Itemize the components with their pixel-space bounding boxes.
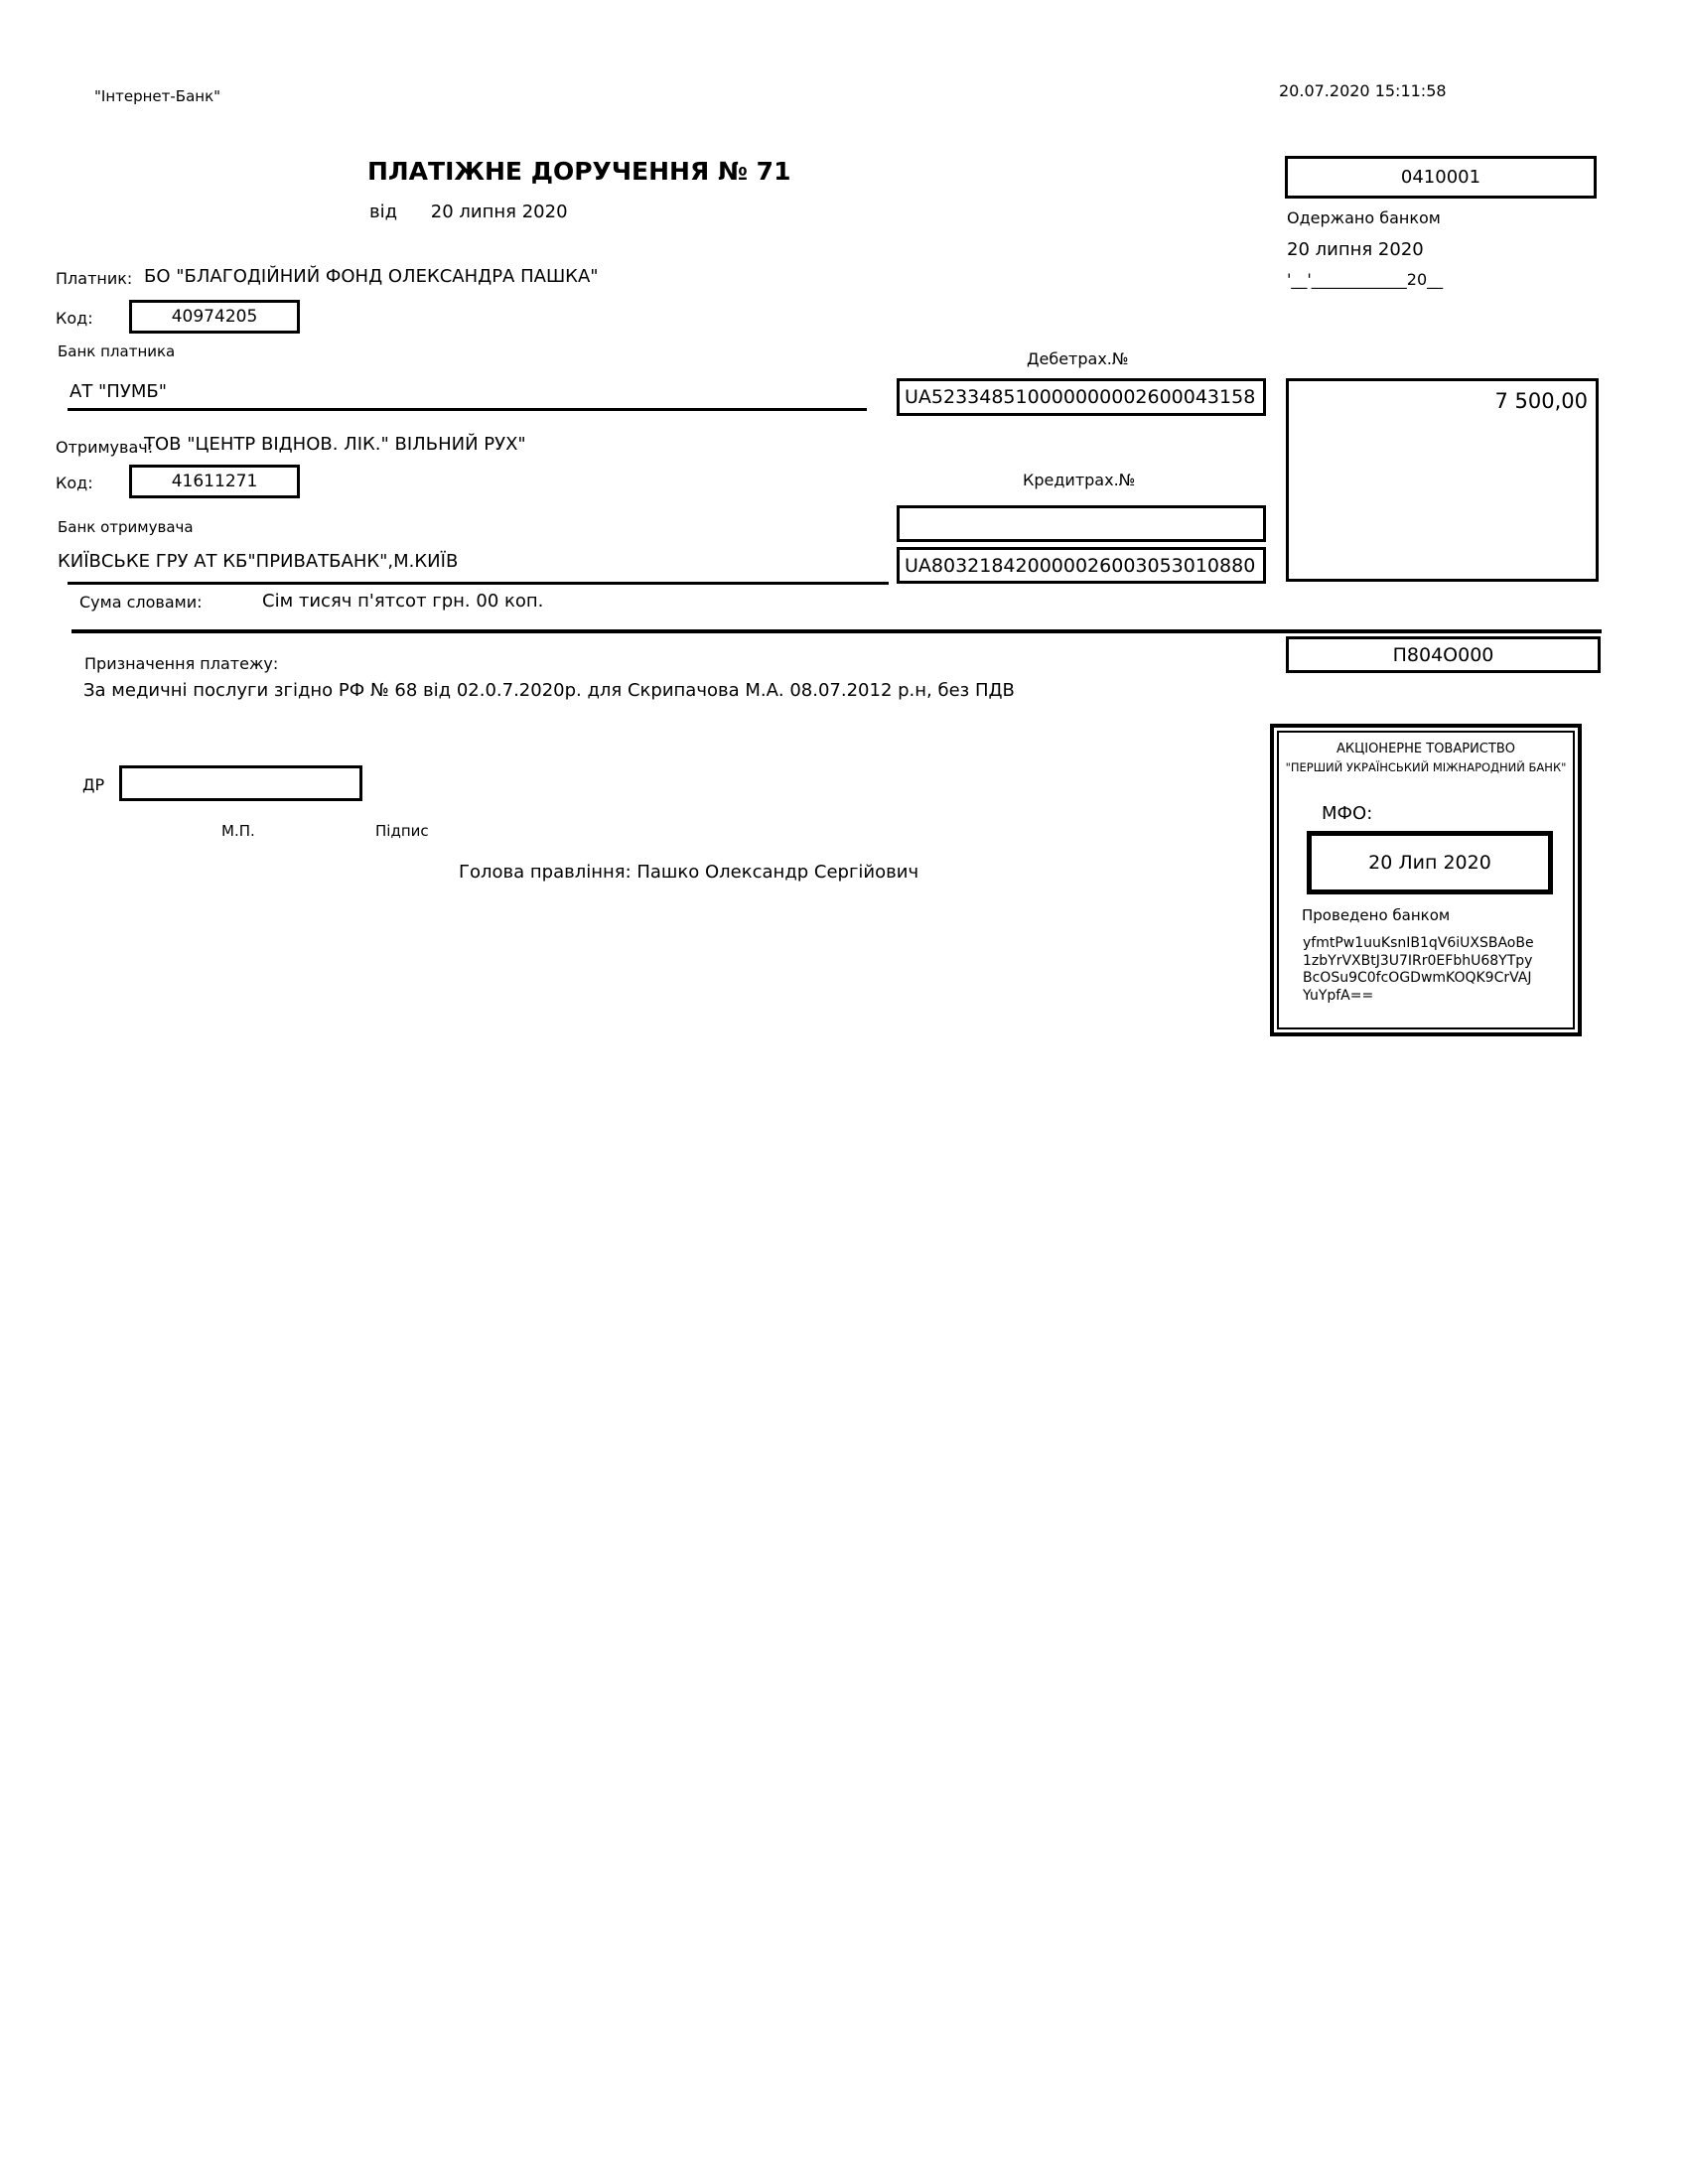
payer-label: Платник: (56, 269, 133, 288)
stamp-hash-line: BcOSu9C0fcOGDwmKOQK9CrVAJ (1303, 970, 1532, 986)
stamp-date: 20 Лип 2020 (1368, 852, 1491, 874)
payer-code-label: Код: (56, 309, 93, 328)
received-date: 20 липня 2020 (1287, 239, 1424, 260)
dr-box-empty (119, 765, 362, 801)
debit-account-number: UA523348510000000002600043158 (905, 386, 1256, 408)
mp-label: М.П. (221, 822, 255, 840)
stamp-hash-line: yfmtPw1uuKsnIB1qV6iUXSBAoBe (1303, 935, 1534, 951)
signature-label: Підпис (375, 822, 429, 840)
amount-words-label: Сума словами: (79, 593, 203, 612)
document-date: 20 липня 2020 (430, 202, 568, 222)
bank-stamp (1270, 724, 1582, 1036)
payer-name: БО "БЛАГОДІЙНИЙ ФОНД ОЛЕКСАНДРА ПАШКА" (144, 266, 599, 287)
purpose-label: Призначення платежу: (84, 654, 279, 673)
receiver-bank-underline (68, 582, 889, 585)
stamp-date-box (1307, 831, 1553, 894)
print-datetime: 20.07.2020 15:11:58 (1279, 81, 1447, 100)
document-title: ПЛАТІЖНЕ ДОРУЧЕННЯ № 71 (367, 157, 791, 186)
purpose-text: За медичні послуги згідно РФ № 68 від 02.0.7.2020р. для Скрипачова М.А. 08.07.2012 р.н, без ПДВ (83, 680, 1015, 701)
payer-bank-name: АТ "ПУМБ" (70, 381, 167, 402)
amount-value: 7 500,00 (1494, 389, 1588, 413)
stamp-org-line2: "ПЕРШИЙ УКРАЇНСЬКИЙ МІЖНАРОДНИЙ БАНК" (1285, 760, 1567, 774)
stamp-processed-label: Проведено банком (1302, 906, 1451, 924)
payer-bank-label: Банк платника (58, 342, 176, 360)
receiver-code-label: Код: (56, 474, 93, 492)
receiver-code-box (129, 465, 300, 498)
bank-receipt-code: 0410001 (1400, 167, 1481, 188)
credit-account-box (897, 547, 1266, 584)
credit-account-number: UA803218420000026003053010880 (905, 554, 1256, 577)
purpose-code: П804О000 (1392, 643, 1494, 666)
credit-account-label: Кредитрах.№ (1023, 471, 1136, 489)
credit-account-box-empty (897, 505, 1266, 542)
received-by-bank-label: Одержано банком (1287, 208, 1441, 227)
receiver-code: 41611271 (171, 472, 258, 491)
debit-account-box (897, 378, 1266, 416)
stamp-org-line1: АКЦІОНЕРНЕ ТОВАРИСТВО (1336, 742, 1515, 756)
payer-code: 40974205 (171, 307, 258, 327)
debit-account-label: Дебетрах.№ (1027, 349, 1129, 368)
stamp-mfo-label: МФО: (1322, 803, 1373, 824)
payer-bank-underline (68, 408, 867, 411)
document-date-line (369, 202, 568, 222)
purpose-separator-line (71, 629, 1602, 633)
amount-box (1286, 378, 1599, 582)
amount-words-value: Сім тисяч п'ятсот грн. 00 коп. (262, 591, 544, 612)
receiver-label: Отримувач: (56, 438, 154, 457)
receiver-bank-label: Банк отримувача (58, 518, 194, 536)
document-date-prefix: від (369, 202, 398, 222)
blank-date-line: '__'____________20__ (1287, 270, 1444, 289)
stamp-hash-line: 1zbYrVXBtJ3U7IRr0EFbhU68YTpy (1303, 952, 1533, 969)
head-of-board-line: Голова правління: Пашко Олександр Сергійович (459, 862, 919, 883)
purpose-code-box (1286, 636, 1601, 673)
stamp-signature-hash (1303, 935, 1534, 1005)
dr-label: ДР (82, 775, 105, 794)
payer-code-box (129, 300, 300, 334)
receiver-bank-name: КИЇВСЬКЕ ГРУ АТ КБ"ПРИВАТБАНК",М.КИЇВ (58, 551, 459, 572)
stamp-hash-line: YuYpfA== (1303, 987, 1374, 1004)
receiver-name: ТОВ "ЦЕНТР ВІДНОВ. ЛІК." ВІЛЬНИЙ РУХ" (144, 434, 526, 455)
app-label: "Інтернет-Банк" (94, 87, 221, 105)
bank-receipt-code-box (1285, 156, 1597, 199)
